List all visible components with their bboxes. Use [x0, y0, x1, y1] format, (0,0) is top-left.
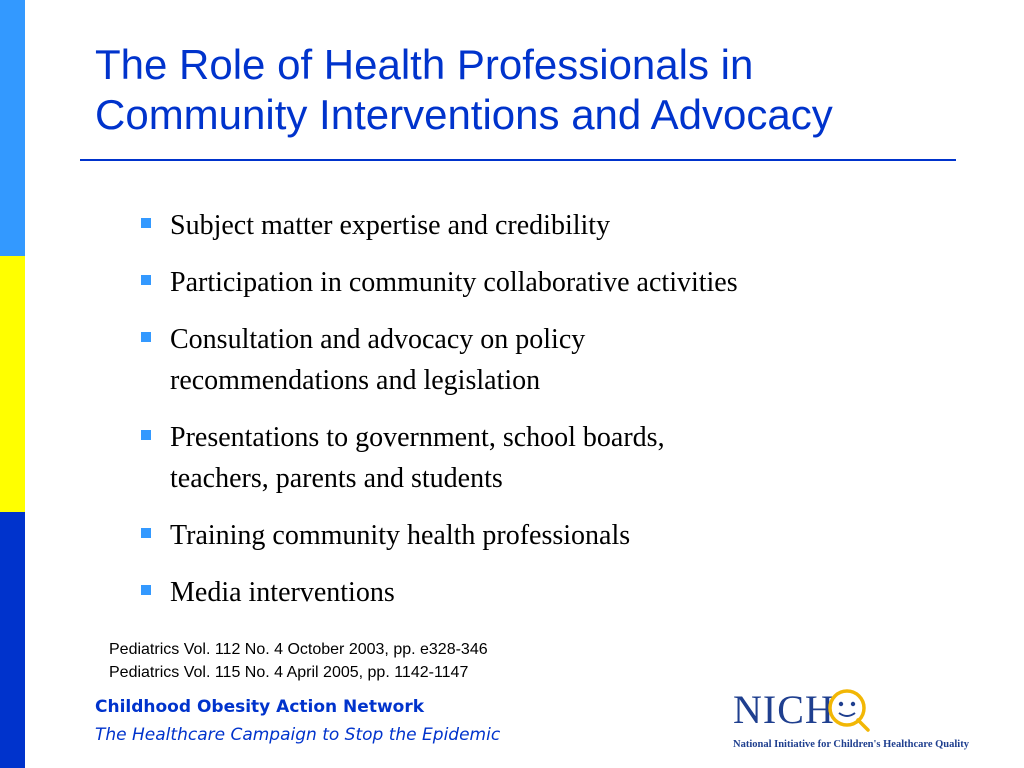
logo-wordmark: NICH: [733, 687, 835, 732]
slide-title-line-2: Community Interventions and Advocacy: [95, 91, 833, 138]
bullet-item: [140, 319, 900, 401]
slide-title: [95, 40, 975, 140]
bullet-text: Presentations to government, school boards,: [170, 422, 665, 453]
bullet-text: Consultation and advocacy on policy: [170, 324, 586, 355]
sidebar-stripe-blue: [0, 0, 25, 256]
references: [109, 638, 488, 684]
footer-tagline: The Healthcare Campaign to Stop the Epidemic: [95, 725, 501, 745]
bullet-text: Media interventions: [170, 577, 395, 608]
bullet-item: [140, 417, 900, 499]
reference-citation: Pediatrics Vol. 115 No. 4 April 2005, pp. 1142-1147: [109, 664, 469, 681]
reference-citation: Pediatrics Vol. 112 No. 4 October 2003, pp. e328-346: [109, 641, 488, 658]
title-divider: [80, 159, 956, 161]
bullet-text-continuation: recommendations and legislation: [170, 365, 541, 396]
bullet-list: [140, 205, 900, 629]
square-bullet-icon: [141, 332, 151, 342]
bullet-item: [140, 572, 900, 613]
slide-title-line-1: The Role of Health Professionals in: [95, 41, 754, 88]
bullet-text: Participation in community collaborative activities: [170, 267, 738, 298]
bullet-text: Subject matter expertise and credibility: [170, 210, 611, 241]
bullet-item: [140, 262, 900, 303]
bullet-item: [140, 515, 900, 556]
sidebar-stripe-yellow: [0, 256, 25, 512]
square-bullet-icon: [141, 430, 151, 440]
footer-org-name: Childhood Obesity Action Network: [95, 697, 425, 717]
bullet-item: [140, 205, 900, 246]
square-bullet-icon: [141, 528, 151, 538]
square-bullet-icon: [141, 218, 151, 228]
bullet-text-continuation: teachers, parents and students: [170, 463, 503, 494]
logo-subtitle: National Initiative for Children's Healthcare Quality: [733, 739, 969, 750]
q-smile-logo-icon: [826, 686, 872, 732]
square-bullet-icon: [141, 275, 151, 285]
square-bullet-icon: [141, 585, 151, 595]
sidebar-stripe-dark-blue: [0, 512, 25, 768]
nichq-logo: [733, 684, 983, 754]
bullet-text: Training community health professionals: [170, 520, 631, 551]
